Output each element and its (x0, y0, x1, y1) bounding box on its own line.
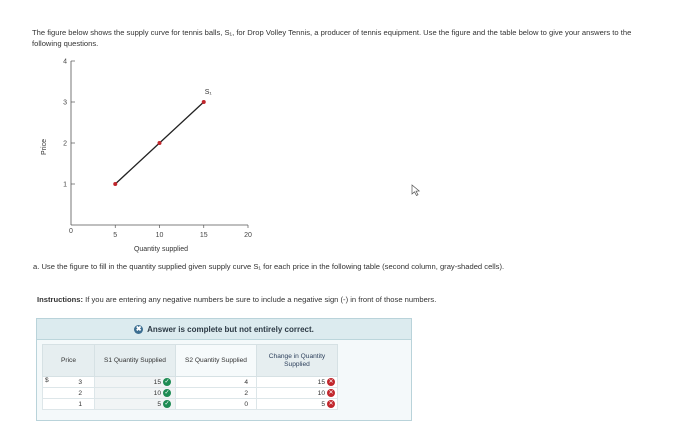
instructions (37, 295, 436, 304)
x-tick-label: 5 (113, 232, 118, 239)
x-tick-label: 15 (199, 232, 208, 239)
price-cell: $ 3 (43, 377, 95, 388)
change-input[interactable]: 5 ✕ (257, 399, 338, 410)
intro-text: The figure below shows the supply curve for tennis balls, S₁, for Drop Volley Tennis, a producer of tennis equipment. Use the figure and the table below to give your answers to the following questions. (32, 28, 632, 48)
data-point (202, 100, 206, 104)
question-text: a. Use the figure to fill in the quantity supplied given supply curve S₁ for each price in the following table (second column, gray-shaded cells). (33, 262, 505, 271)
origin-label: 0 (69, 228, 73, 235)
answer-table (42, 344, 338, 410)
table-row (43, 377, 338, 388)
header-change: Change in Quantity Supplied (257, 345, 338, 377)
change-input[interactable]: 15 ✕ (257, 377, 338, 388)
price-cell: 1 (43, 399, 95, 410)
check-circle-icon: ✓ (164, 390, 170, 396)
y-tick-label: 3 (63, 99, 67, 107)
feedback-message: Answer is complete but not entirely correct. (147, 324, 314, 334)
y-tick-label: 1 (63, 181, 67, 189)
s2-cell: 0 (176, 399, 257, 410)
series-label: S₁ (204, 89, 212, 96)
s1-input[interactable]: 10 ✓ (95, 388, 176, 399)
data-point (113, 182, 117, 186)
change-input[interactable]: 10 ✕ (257, 388, 338, 399)
check-circle-icon: ✓ (164, 401, 170, 407)
mouse-cursor-icon (412, 185, 419, 196)
y-axis-label: Price (41, 139, 48, 155)
x-tick-label: 20 (244, 232, 252, 239)
feedback-banner (37, 319, 411, 340)
check-circle-icon: ✓ (164, 379, 170, 385)
header-s2: S2 Quantity Supplied (176, 345, 257, 377)
x-circle-icon: ✕ (328, 401, 334, 407)
answer-panel (36, 318, 412, 421)
s2-cell: 4 (176, 377, 257, 388)
table-row (43, 399, 338, 410)
x-circle-icon: ✕ (328, 390, 334, 396)
supply-curve (113, 89, 212, 186)
data-point (158, 141, 162, 145)
currency-symbol: $ (45, 377, 49, 384)
table-row (43, 388, 338, 399)
header-price: Price (43, 345, 95, 377)
chart-ticks (63, 59, 252, 240)
x-circle-icon: ✕ (328, 379, 334, 385)
s1-input[interactable]: 15 ✓ (95, 377, 176, 388)
instructions-text: If you are entering any negative numbers be sure to include a negative sign (-) in front of those numbers. (83, 295, 437, 304)
y-tick-label: 2 (63, 140, 67, 148)
instructions-label: Instructions: (37, 295, 83, 304)
s1-input[interactable]: 5 ✓ (95, 399, 176, 410)
x-tick-label: 10 (155, 232, 164, 239)
price-cell: 2 (43, 388, 95, 399)
info-circle-icon: ✖ (135, 325, 142, 333)
y-tick-label: 4 (63, 58, 67, 66)
s2-cell: 2 (176, 388, 257, 399)
x-axis-label: Quantity supplied (133, 246, 189, 253)
header-s1: S1 Quantity Supplied (95, 345, 176, 377)
